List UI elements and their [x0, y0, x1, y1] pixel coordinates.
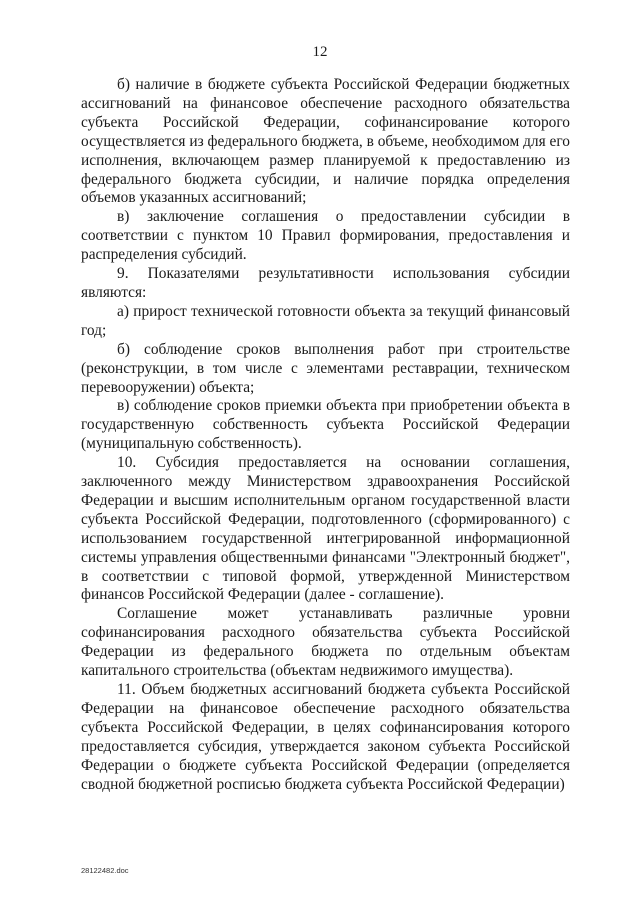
footer-file-name: 28122482.doc: [81, 866, 129, 875]
paragraph-v-agreement: в) заключение соглашения о предоставлении субсидии в соответствии с пунктом 10 Правил формирования, предоставления и распределения субсидий.: [81, 208, 570, 264]
document-body: [81, 76, 570, 794]
paragraph-b-deadlines: б) соблюдение сроков выполнения работ при строительстве (реконструкции, в том числе с элементами реставрации, техническом перевооружении) объекта;: [81, 340, 570, 396]
paragraph-v-acceptance: в) соблюдение сроков приемки объекта при приобретении объекта в государственную собственность субъекта Российской Федерации (муниципальную собственность).: [81, 397, 570, 453]
paragraph-a-readiness: а) прирост технической готовности объекта за текущий финансовый год;: [81, 302, 570, 339]
page-number: 12: [312, 44, 328, 60]
paragraph-b-budget-allocations: б) наличие в бюджете субъекта Российской Федерации бюджетных ассигнований на финансовое обеспечение расходного обязательства субъекта Российской Федерации, софинансирование которого осуществляется из федерального бюджета, в объеме, необходимом для его исполнения, включающем размер планируемой к предоставлению из федерального бюджета субсидии, и наличие порядка определения объемов указанных ассигнований;: [81, 76, 570, 207]
paragraph-11-allocation-volume: 11. Объем бюджетных ассигнований бюджета субъекта Российской Федерации на финансовое обеспечение расходного обязательства субъекта Российской Федерации, в целях софинансирования которого предоставляется субсидия, утверждается законом субъекта Российской Федерации о бюджете субъекта Российской Федерации (определяется сводной бюджетной росписью бюджета субъекта Российской Федерации): [81, 681, 570, 793]
paragraph-10-subsidy-basis: 10. Субсидия предоставляется на основании соглашения, заключенного между Министерством здравоохранения Российской Федерации и высшим исполнительным органом государственной власти субъекта Российской Федерации, подготовленного (сформированного) с использованием государственной интегрированной информационной системы управления общественными финансами "Электронный бюджет", в соответствии с типовой формой, утвержденной Министерством финансов Российской Федерации (далее - соглашение).: [81, 454, 570, 604]
paragraph-9-indicators: 9. Показателями результативности использования субсидии являются:: [81, 265, 570, 301]
paragraph-agreement-levels: Соглашение может устанавливать различные уровни софинансирования расходного обязательства субъекта Российской Федерации из федерального бюджета по отдельным объектам капитального строительства (объектам недвижимого имущества).: [81, 605, 570, 680]
